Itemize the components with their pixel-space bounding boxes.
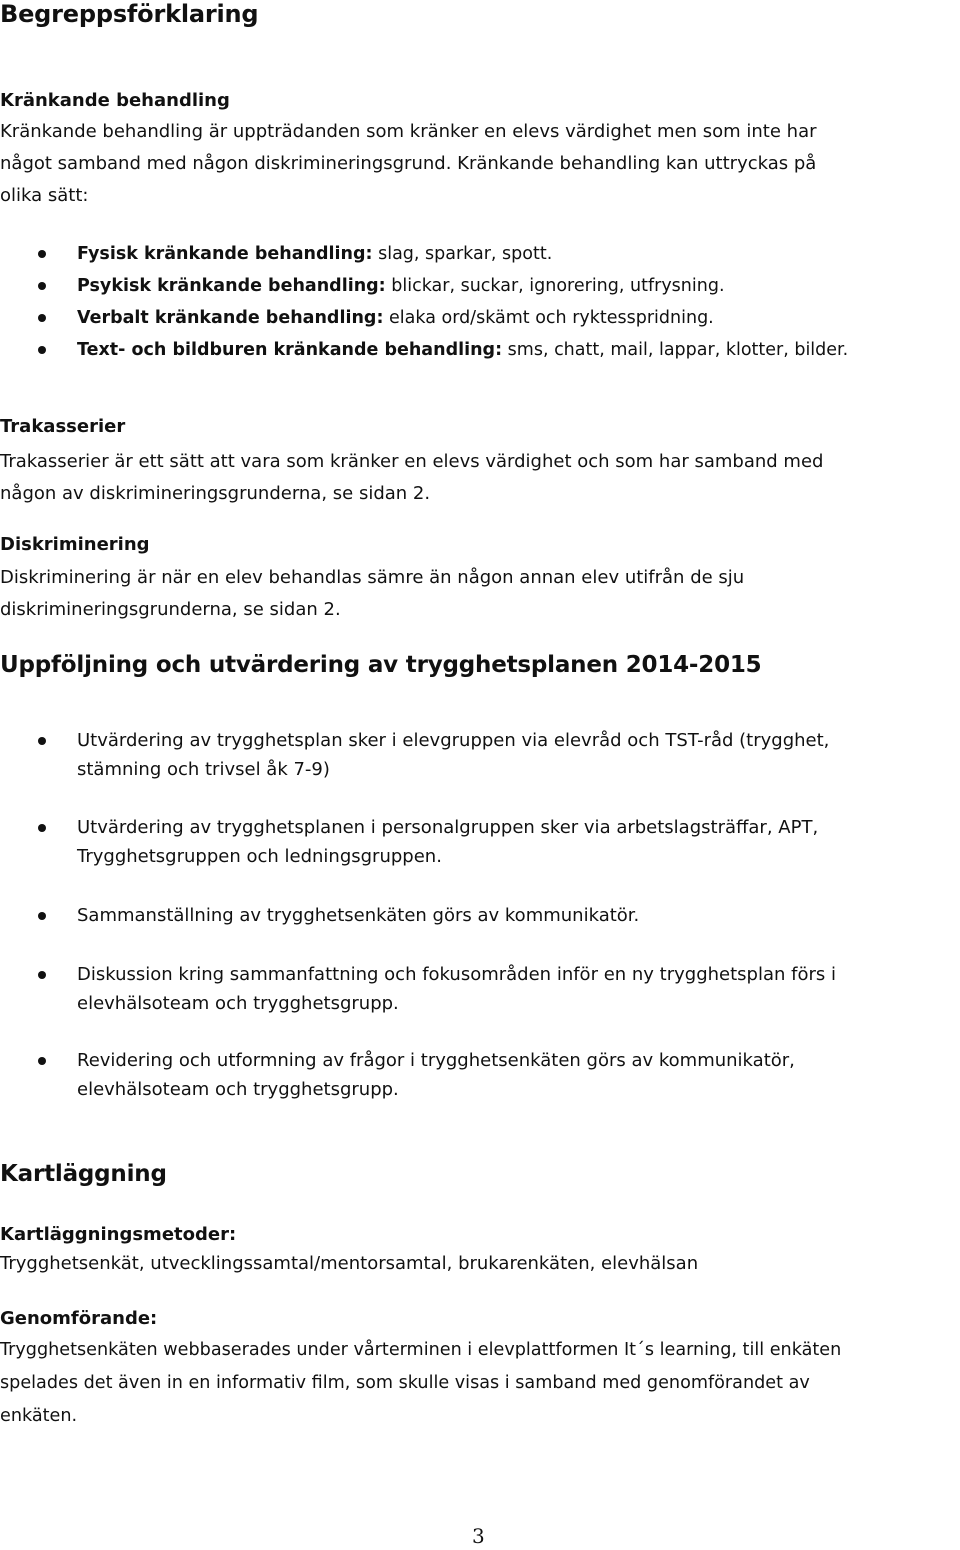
trakasserier-paragraph bbox=[0, 446, 823, 510]
krankande-paragraph bbox=[0, 116, 817, 212]
list-item bbox=[0, 726, 829, 784]
text-line: enkäten. bbox=[0, 1406, 78, 1426]
item-term: Fysisk kränkande behandling: bbox=[77, 244, 373, 264]
item-term: Psykisk kränkande behandling: bbox=[77, 276, 386, 296]
text-line: Trygghetsenkäten webbaserades under vårterminen i elevplattformen It´s learning, till enkäten bbox=[0, 1340, 842, 1360]
item-term: Text- och bildburen kränkande behandling: bbox=[77, 340, 503, 360]
item-text: elaka ord/skämt och ryktesspridning. bbox=[383, 308, 714, 328]
text-line: Utvärdering av trygghetsplan sker i elevgruppen via elevråd och TST-råd (trygghet, bbox=[77, 730, 830, 751]
text-line: olika sätt: bbox=[0, 185, 89, 206]
list-item bbox=[0, 813, 818, 871]
section-title-begreppsforklaring: Begreppsförklaring bbox=[0, 0, 259, 28]
text-line: Trygghetsgruppen och ledningsgruppen. bbox=[77, 846, 442, 867]
item-term: Verbalt kränkande behandling: bbox=[77, 308, 384, 328]
kartlaggningsmetoder-text: Trygghetsenkät, utvecklingssamtal/mentorsamtal, brukarenkäten, elevhälsan bbox=[0, 1253, 699, 1274]
list-item bbox=[0, 238, 848, 270]
item-text: blickar, suckar, ignorering, utfrysning. bbox=[385, 276, 725, 296]
text-line: elevhälsoteam och trygghetsgrupp. bbox=[77, 993, 399, 1014]
text-line: elevhälsoteam och trygghetsgrupp. bbox=[77, 1079, 399, 1100]
item-text: sms, chatt, mail, lappar, klotter, bilder. bbox=[502, 340, 849, 360]
diskriminering-paragraph bbox=[0, 562, 744, 626]
text-line: någon av diskrimineringsgrunderna, se sidan 2. bbox=[0, 483, 431, 504]
text-line: Utvärdering av trygghetsplanen i personalgruppen sker via arbetslagsträffar, APT, bbox=[77, 817, 819, 838]
text-line: Revidering och utformning av frågor i trygghetsenkäten görs av kommunikatör, bbox=[77, 1050, 795, 1071]
page-number: 3 bbox=[472, 1524, 485, 1548]
text-line: Kränkande behandling är uppträdanden som kränker en elevs värdighet men som inte har bbox=[0, 121, 817, 142]
text-line: Diskussion kring sammanfattning och fokusområden inför en ny trygghetsplan förs i bbox=[77, 964, 836, 985]
krankande-list bbox=[0, 238, 848, 366]
bullet-icon bbox=[38, 1057, 46, 1065]
bullet-icon bbox=[38, 824, 46, 832]
text-line: diskrimineringsgrunderna, se sidan 2. bbox=[0, 599, 341, 620]
bullet-icon bbox=[38, 282, 46, 290]
heading-trakasserier: Trakasserier bbox=[0, 416, 126, 437]
list-item bbox=[0, 334, 848, 366]
text-line: spelades det även in en informativ film, som skulle visas i samband med genomförandet av bbox=[0, 1373, 810, 1393]
list-item bbox=[0, 901, 639, 930]
text-line: Trakasserier är ett sätt att vara som kränker en elevs värdighet och som har samband med bbox=[0, 451, 824, 472]
bullet-icon bbox=[38, 250, 46, 258]
heading-genomforande: Genomförande: bbox=[0, 1308, 158, 1329]
heading-kartlaggningsmetoder: Kartläggningsmetoder: bbox=[0, 1224, 237, 1245]
bullet-icon bbox=[38, 912, 46, 920]
text-line: stämning och trivsel åk 7-9) bbox=[77, 759, 330, 780]
bullet-icon bbox=[38, 314, 46, 322]
list-item bbox=[0, 270, 848, 302]
list-item bbox=[0, 960, 836, 1018]
text-line: Diskriminering är när en elev behandlas sämre än någon annan elev utifrån de sju bbox=[0, 567, 745, 588]
heading-diskriminering: Diskriminering bbox=[0, 534, 150, 555]
list-item bbox=[0, 302, 848, 334]
text-line: Sammanställning av trygghetsenkäten görs av kommunikatör. bbox=[77, 905, 640, 926]
section-title-uppfoljning: Uppföljning och utvärdering av trygghetsplanen 2014-2015 bbox=[0, 652, 762, 678]
heading-krankande-behandling: Kränkande behandling bbox=[0, 90, 230, 111]
section-title-kartlaggning: Kartläggning bbox=[0, 1161, 167, 1187]
genomforande-paragraph bbox=[0, 1334, 841, 1433]
bullet-icon bbox=[38, 737, 46, 745]
list-item bbox=[0, 1046, 795, 1104]
bullet-icon bbox=[38, 971, 46, 979]
bullet-icon bbox=[38, 346, 46, 354]
text-line: något samband med någon diskrimineringsgrund. Kränkande behandling kan uttryckas på bbox=[0, 153, 817, 174]
item-text: slag, sparkar, spott. bbox=[372, 244, 553, 264]
